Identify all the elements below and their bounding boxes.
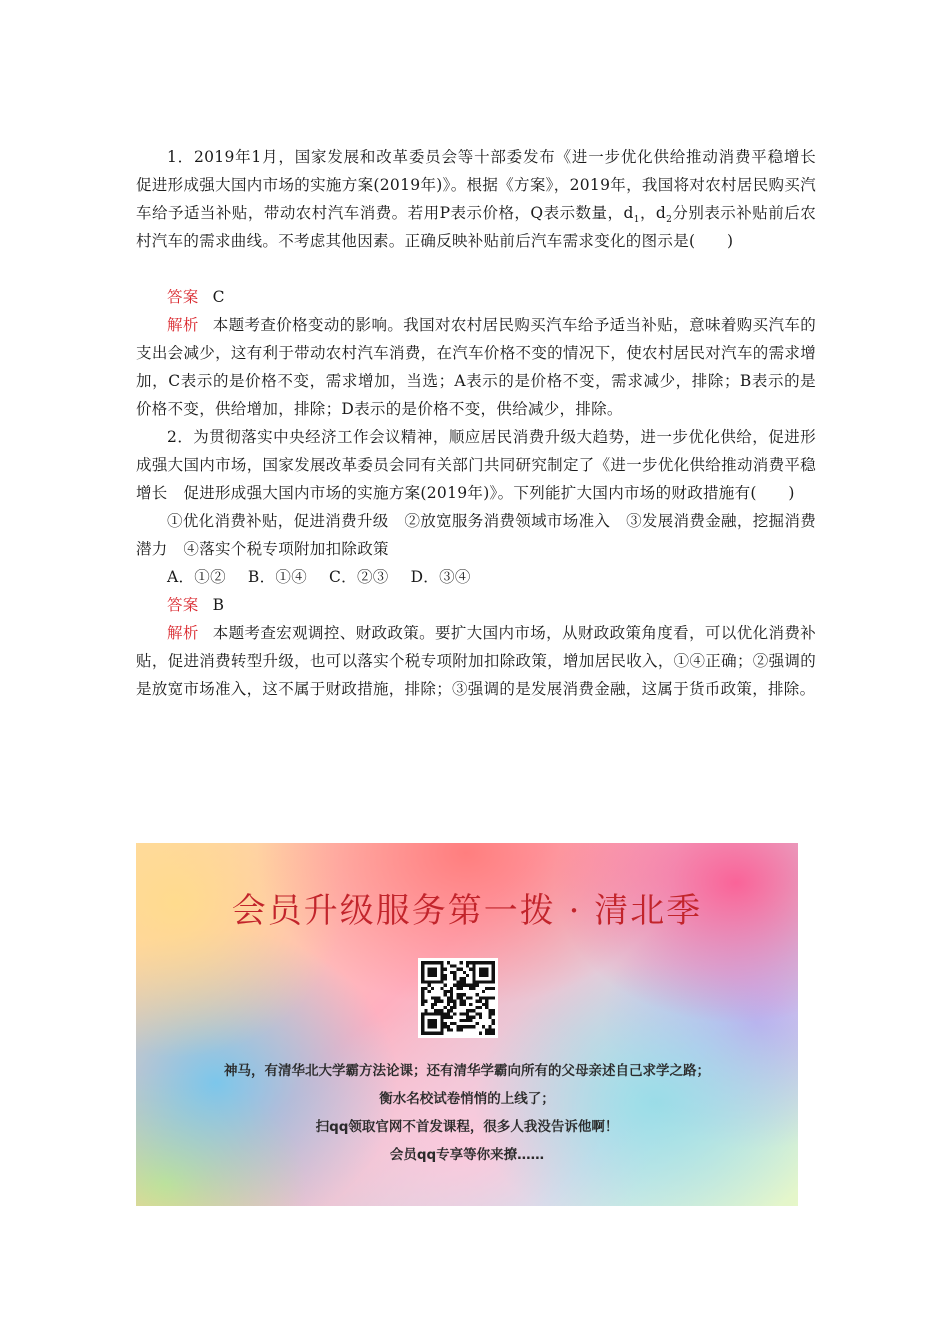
answer-label: 答案 [167,596,199,614]
option-b: B．①④ [247,568,307,586]
analysis-text: 本题考查价格变动的影响。我国对农村居民购买汽车给予适当补贴，意味着购买汽车的支出会减少，这有利于带动农村汽车消费，在汽车价格不变的情况下，使农村居民对汽车的需求增加，C表示的是价格不变，需求增加，当选；A表示的是价格不变，需求减少，排除；B表示的是价格不变，供给增加，排除；D表示的是价格不变，供给减少，排除。 [136,316,816,418]
banner-text [136,1057,798,1169]
question-2-options [136,563,816,591]
question-1: 1．2019年1月，国家发展和改革委员会等十部委发布《进一步优化供给推动消费平稳增长 促进形成强大国内市场的实施方案(2019年)》。根据《方案》，2019年，我国将对农村居民购买汽车给予适当补贴，带动农村汽车消费。若用P表示价格，Q表示数量，$d_1$，$d_2$分别表示补贴前后农村汽车的需求曲线。不考虑其他因素。正确反映补贴前后汽车需求变化的图示是( ) [136,148,832,250]
banner-line: 神马，有清华北大学霸方法论课；还有清华学霸向所有的父母亲述自己求学之路； [224,1063,710,1079]
answer-2 [136,591,816,619]
analysis-label: 解析 [167,624,199,642]
document-body [136,143,832,703]
analysis-1 [136,311,816,423]
banner-line: 会员qq专享等你来撩…… [389,1147,545,1163]
option-a: A．①② [167,568,226,586]
promo-banner [136,843,798,1206]
analysis-text: 本题考查宏观调控、财政政策。要扩大国内市场，从财政政策角度看，可以优化消费补贴，促进消费转型升级，也可以落实个税专项附加扣除政策，增加居民收入，①④正确；②强调的是放宽市场准入，这不属于财政措施，排除；③强调的是发展消费金融，这属于货币政策，排除。 [136,624,816,698]
analysis-label: 解析 [167,316,199,334]
option-c: C．②③ [329,568,389,586]
answer-label: 答案 [167,288,199,306]
answer-value: C [212,288,225,306]
banner-line: 扫qq领取官网不首发课程，很多人我没告诉他啊！ [315,1119,619,1135]
qr-code-icon[interactable] [418,958,498,1038]
question-2-items: ①优化消费补贴，促进消费升级 ②放宽服务消费领域市场准入 ③发展消费金融，挖掘消费潜力 ④落实个税专项附加扣除政策 [136,512,816,558]
option-d: D．③④ [410,568,471,586]
banner-title: 会员升级服务第一拨 · 清北季 [231,891,703,931]
figure-space [136,255,816,283]
analysis-2 [136,619,816,703]
question-2: 2．为贯彻落实中央经济工作会议精神，顺应居民消费升级大趋势，进一步优化供给，促进形成强大国内市场，国家发展改革委员会同有关部门共同研究制定了《进一步优化供给推动消费平稳增长 促进形成强大国内市场的实施方案(2019年)》。下列能扩大国内市场的财政措施有( ) [136,428,816,502]
banner-line: 衡水名校试卷悄悄的上线了； [379,1091,555,1107]
answer-value: B [212,596,225,614]
answer-1 [136,283,816,311]
